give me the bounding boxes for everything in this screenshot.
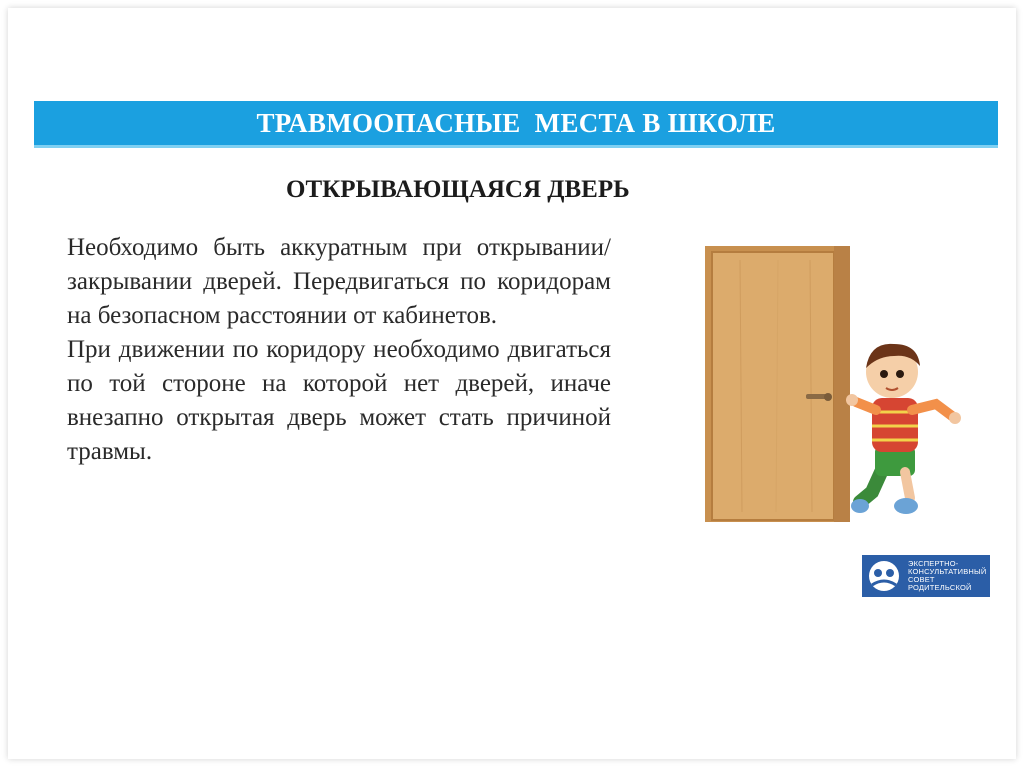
logo-line: КОНСУЛЬТАТИВНЫЙ <box>908 567 987 576</box>
logo-text <box>906 560 986 592</box>
banner-title: ТРАВМООПАСНЫЕ МЕСТА В ШКОЛЕ <box>256 107 776 138</box>
door-and-running-boy-icon <box>700 240 970 530</box>
logo-line: ЭКСПЕРТНО- <box>908 559 959 568</box>
body-text <box>67 231 611 469</box>
slide-subtitle: ОТКРЫВАЮЩАЯСЯ ДВЕРЬ <box>286 176 630 203</box>
logo-line: РОДИТЕЛЬСКОЙ <box>908 583 972 592</box>
council-emblem-icon <box>862 555 906 597</box>
title-banner <box>34 101 998 148</box>
council-logo <box>862 555 990 597</box>
door-leaf <box>712 252 834 520</box>
paragraph-1: Необходимо быть аккуратным при открывании/закрывании дверей. Передвигаться по коридорам на безопасном расстоянии от кабинетов. <box>67 234 611 329</box>
running-boy <box>846 344 961 514</box>
paragraph-2: При движении по коридору необходимо двигаться по той стороне на которой нет дверей, иначе внезапно открытая дверь может стать причиной травмы. <box>67 336 611 465</box>
logo-line: СОВЕТ <box>908 575 935 584</box>
